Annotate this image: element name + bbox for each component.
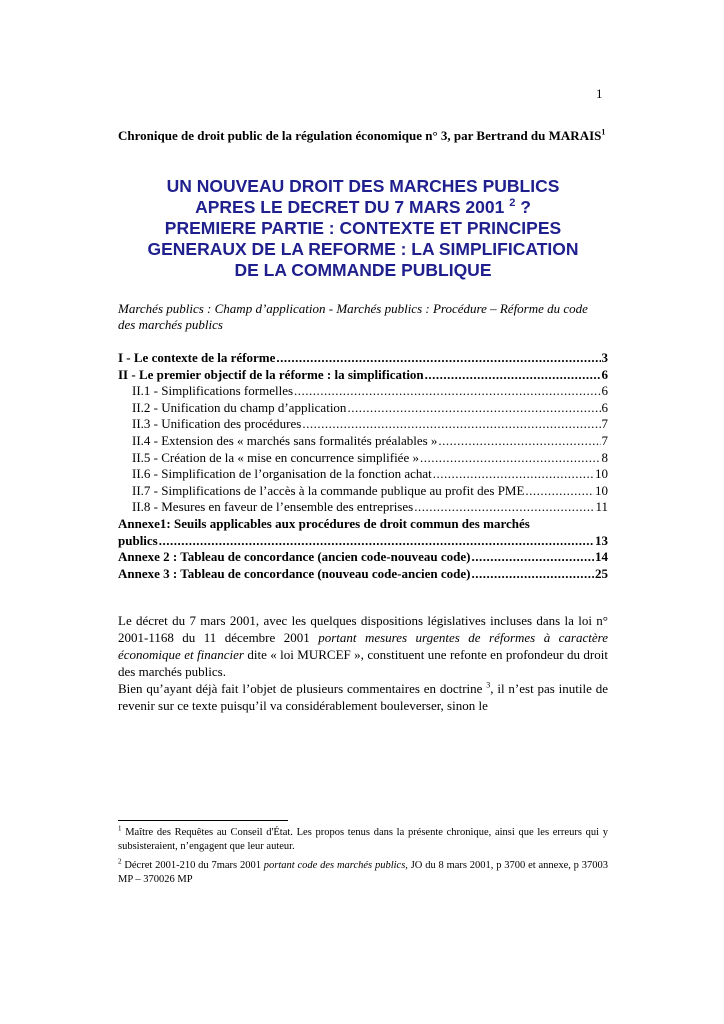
toc-annexe-1[interactable] [118, 533, 608, 550]
chronicle-text: Chronique de droit public de la régulation économique n° 3, par Bertrand du MARAIS [118, 128, 602, 143]
toc-page: 7 [601, 416, 608, 432]
chronicle-heading [118, 128, 608, 144]
paragraph-1-text-a: Le décret du 7 mars 2001, avec les quelques dispositions législatives incluses dans la loi n° 2001-1168 du 11 décembre 2001 [118, 613, 608, 645]
toc-leader [433, 466, 594, 483]
footnote-2-number: 2 [118, 857, 122, 866]
toc-leader [420, 450, 601, 467]
toc-label: II.7 - Simplifications de l’accès à la commande publique au profit des PME [132, 482, 525, 498]
toc-page: 13 [595, 532, 608, 548]
toc-label: II.8 - Mesures en faveur de l’ensemble des entreprises [132, 499, 414, 515]
toc-label: II.6 - Simplification de l’organisation de la fonction achat [132, 466, 432, 482]
toc-entry-2-4[interactable] [118, 433, 608, 450]
footnote-1 [118, 826, 608, 854]
toc-leader [438, 433, 600, 450]
footnote-2-text-b: , JO du 8 mars 2001, p 3700 et annexe, p 37003 MP – 370026 MP [118, 860, 608, 885]
toc-annexe-2[interactable] [118, 549, 608, 566]
toc-page: 3 [601, 350, 608, 365]
footnote-ref-1[interactable]: 1 [601, 127, 606, 137]
toc-label: II.4 - Extension des « marchés sans formalités préalables » [132, 432, 438, 448]
toc-page: 10 [595, 466, 608, 482]
title-line-4: GENERAUX DE LA REFORME : LA SIMPLIFICATION [147, 239, 579, 259]
toc-label: Annexe 3 : Tableau de concordance (nouveau code-ancien code) [118, 565, 471, 581]
footnote-2 [118, 859, 608, 887]
table-of-contents [118, 350, 608, 582]
toc-page: 25 [595, 565, 608, 581]
toc-entry-2[interactable] [118, 367, 608, 384]
toc-entry-1[interactable] [118, 350, 608, 367]
footnote-2-text-a: Décret 2001-210 du 7mars 2001 [121, 860, 264, 871]
toc-entry-2-6[interactable] [118, 466, 608, 483]
toc-entry-2-5[interactable] [118, 450, 608, 467]
toc-leader [276, 350, 600, 367]
toc-entry-2-8[interactable] [118, 499, 608, 516]
toc-page: 8 [601, 449, 608, 465]
title-line-5: DE LA COMMANDE PUBLIQUE [234, 260, 492, 280]
title-line-2-end: ? [515, 197, 531, 217]
toc-entry-2-3[interactable] [118, 416, 608, 433]
toc-page: 14 [595, 549, 608, 565]
toc-leader [525, 483, 594, 500]
title-line-1: UN NOUVEAU DROIT DES MARCHES PUBLICS [166, 176, 560, 196]
toc-leader [471, 566, 594, 583]
footnote-2-italic: portant code des marchés publics [263, 860, 406, 871]
toc-page: 7 [601, 432, 608, 448]
toc-label: II.5 - Création de la « mise en concurrence simplifiée » [132, 449, 419, 465]
paragraph-1 [118, 612, 608, 680]
toc-entry-2-7[interactable] [118, 483, 608, 500]
paragraph-1-italic: portant mesures urgentes de réformes à caractère économique et financier [118, 630, 608, 662]
toc-leader [159, 533, 594, 550]
footnote-separator [118, 820, 288, 821]
toc-leader [425, 367, 601, 384]
toc-label: II - Le premier objectif de la réforme : la simplification [118, 366, 424, 382]
toc-page: 6 [601, 383, 608, 399]
paragraph-1-text-b: dite « loi MURCEF », constituent une refonte en profondeur du droit des marchés publics. [118, 647, 608, 679]
toc-label: publics [118, 532, 158, 548]
toc-page: 11 [595, 499, 608, 515]
toc-leader [347, 400, 600, 417]
toc-label: II.2 - Unification du champ d’application [132, 399, 347, 415]
toc-label: II.1 - Simplifications formelles [132, 383, 294, 399]
toc-label: Annexe 2 : Tableau de concordance (ancien code-nouveau code) [118, 549, 471, 565]
toc-label: I - Le contexte de la réforme [118, 350, 276, 365]
title-line-2-text: APRES LE DECRET DU 7 MARS 2001 [195, 197, 505, 217]
toc-annexe-1-line-1[interactable] [118, 516, 608, 533]
toc-page: 6 [601, 366, 608, 382]
toc-page: 6 [601, 399, 608, 415]
toc-annexe-3[interactable] [118, 566, 608, 583]
paragraph-2-text-b: , il n’est pas inutile de revenir sur ce texte puisqu’il va considérablement bouleverser, sinon le [118, 681, 608, 713]
toc-leader [414, 499, 594, 516]
footnotes [118, 826, 608, 892]
toc-leader [302, 416, 600, 433]
keywords: Marchés publics : Champ d’application - Marchés publics : Procédure – Réforme du code des marchés publics [118, 301, 588, 332]
footnote-1-text: Maître des Requêtes au Conseil d'État. Les propos tenus dans la présente chronique, ainsi que les erreurs qui y subsisteraient, n’engagent que leur auteur. [118, 827, 608, 852]
toc-label: Annexe1: Seuils applicables aux procédures de droit commun des marchés [118, 515, 530, 531]
toc-entry-2-2[interactable] [118, 400, 608, 417]
paragraph-2 [118, 680, 608, 714]
toc-label: II.3 - Unification des procédures [132, 416, 302, 432]
body-text [118, 612, 608, 714]
paragraph-2-text-a: Bien qu’ayant déjà fait l’objet de plusieurs commentaires en doctrine [118, 681, 487, 696]
toc-page: 10 [595, 482, 608, 498]
footnote-ref-2[interactable]: 2 [509, 197, 516, 210]
page-number: 1 [596, 86, 603, 101]
title-line-3: PREMIERE PARTIE : CONTEXTE ET PRINCIPES [164, 218, 562, 238]
main-title [118, 176, 608, 281]
toc-leader [471, 549, 594, 566]
footnote-1-number: 1 [118, 824, 122, 833]
title-line-2 [118, 197, 608, 218]
toc-entry-2-1[interactable] [118, 383, 608, 400]
footnote-ref-3[interactable]: 3 [486, 680, 491, 690]
toc-leader [294, 383, 600, 400]
